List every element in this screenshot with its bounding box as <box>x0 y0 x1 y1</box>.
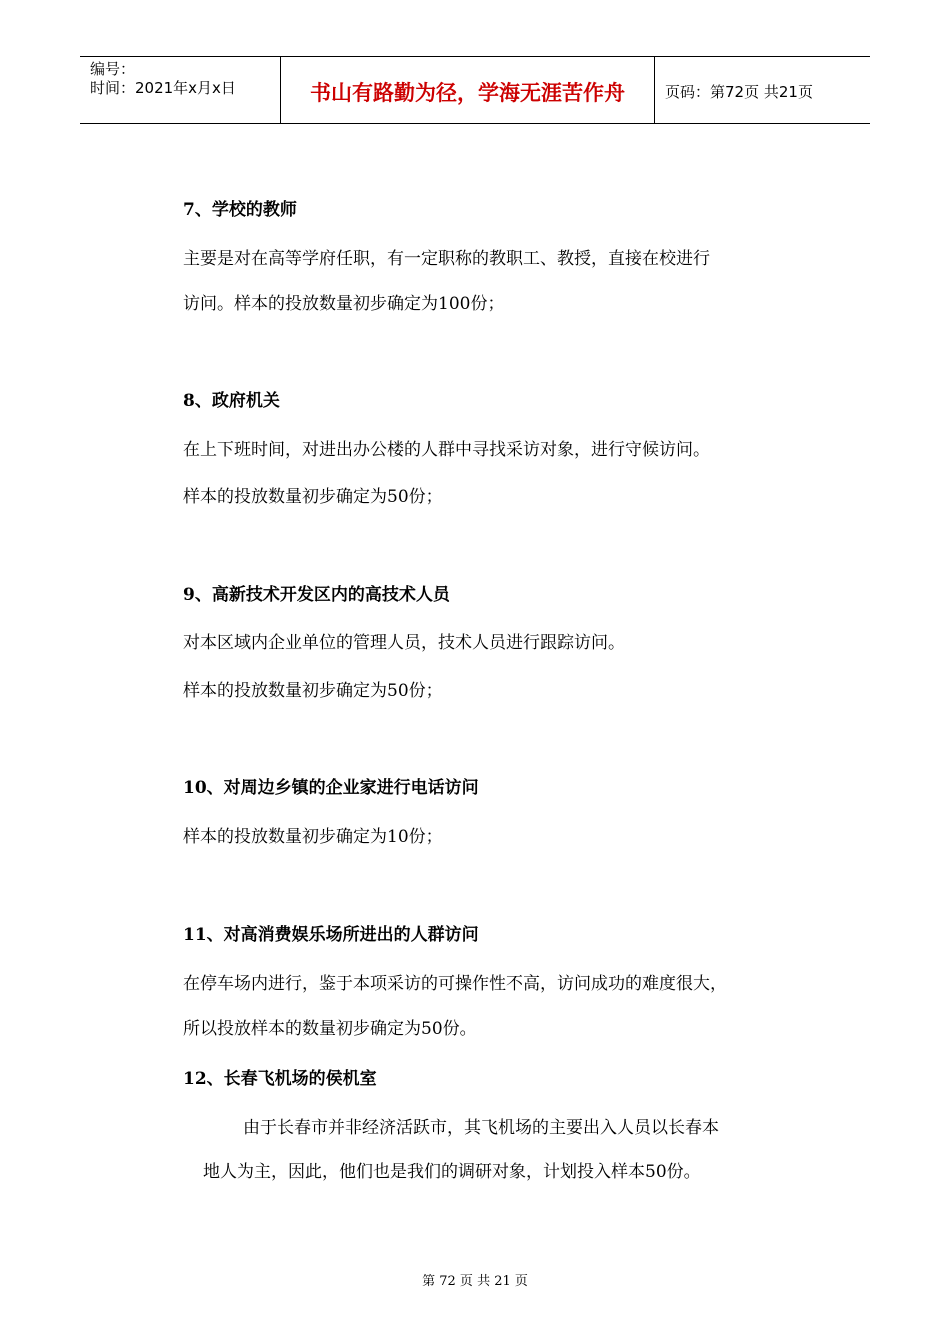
section-heading: 12、长春飞机场的侯机室 <box>183 1069 377 1089</box>
section-text: 对本区域内企业单位的管理人员，技术人员进行跟踪访问。 <box>183 633 625 653</box>
section-text: 样本的投放数量初步确定为50份； <box>183 681 443 701</box>
section-heading: 11、对高消费娱乐场所进出的人群访问 <box>183 925 479 945</box>
section-text: 样本的投放数量初步确定为50份； <box>183 487 443 507</box>
section-text: 所以投放样本的数量初步确定为50份。 <box>183 1019 477 1039</box>
number-label: 编号： <box>90 60 136 78</box>
section-text: 访问。样本的投放数量初步确定为100份； <box>183 294 505 314</box>
section-text: 在上下班时间，对进出办公楼的人群中寻找采访对象，进行守候访问。 <box>183 440 710 460</box>
section-heading: 8、政府机关 <box>183 391 280 411</box>
header-motto: 书山有路勤为径，学海无涯苦作舟 <box>281 57 655 123</box>
section-text: 地人为主，因此，他们也是我们的调研对象，计划投入样本50份。 <box>203 1162 701 1182</box>
page-footer: 第 72 页 共 21 页 <box>422 1274 528 1289</box>
section-heading: 10、对周边乡镇的企业家进行电话访问 <box>183 778 479 798</box>
section-text: 主要是对在高等学府任职，有一定职称的教职工、教授，直接在校进行 <box>183 249 710 269</box>
section-heading: 9、高新技术开发区内的高技术人员 <box>183 585 450 605</box>
section-text: 样本的投放数量初步确定为10份； <box>183 827 443 847</box>
section-text: 在停车场内进行，鉴于本项采访的可操作性不高，访问成功的难度很大， <box>183 974 727 994</box>
section-heading: 7、学校的教师 <box>183 200 297 220</box>
header-page-label: 页码：第72页 共21页 <box>665 82 813 101</box>
page-header <box>80 56 870 124</box>
header-meta <box>80 57 281 123</box>
time-label: 时间：2021年x月x日 <box>90 79 236 97</box>
section-text: 由于长春市并非经济活跃市，其飞机场的主要出入人员以长春本 <box>243 1118 719 1138</box>
